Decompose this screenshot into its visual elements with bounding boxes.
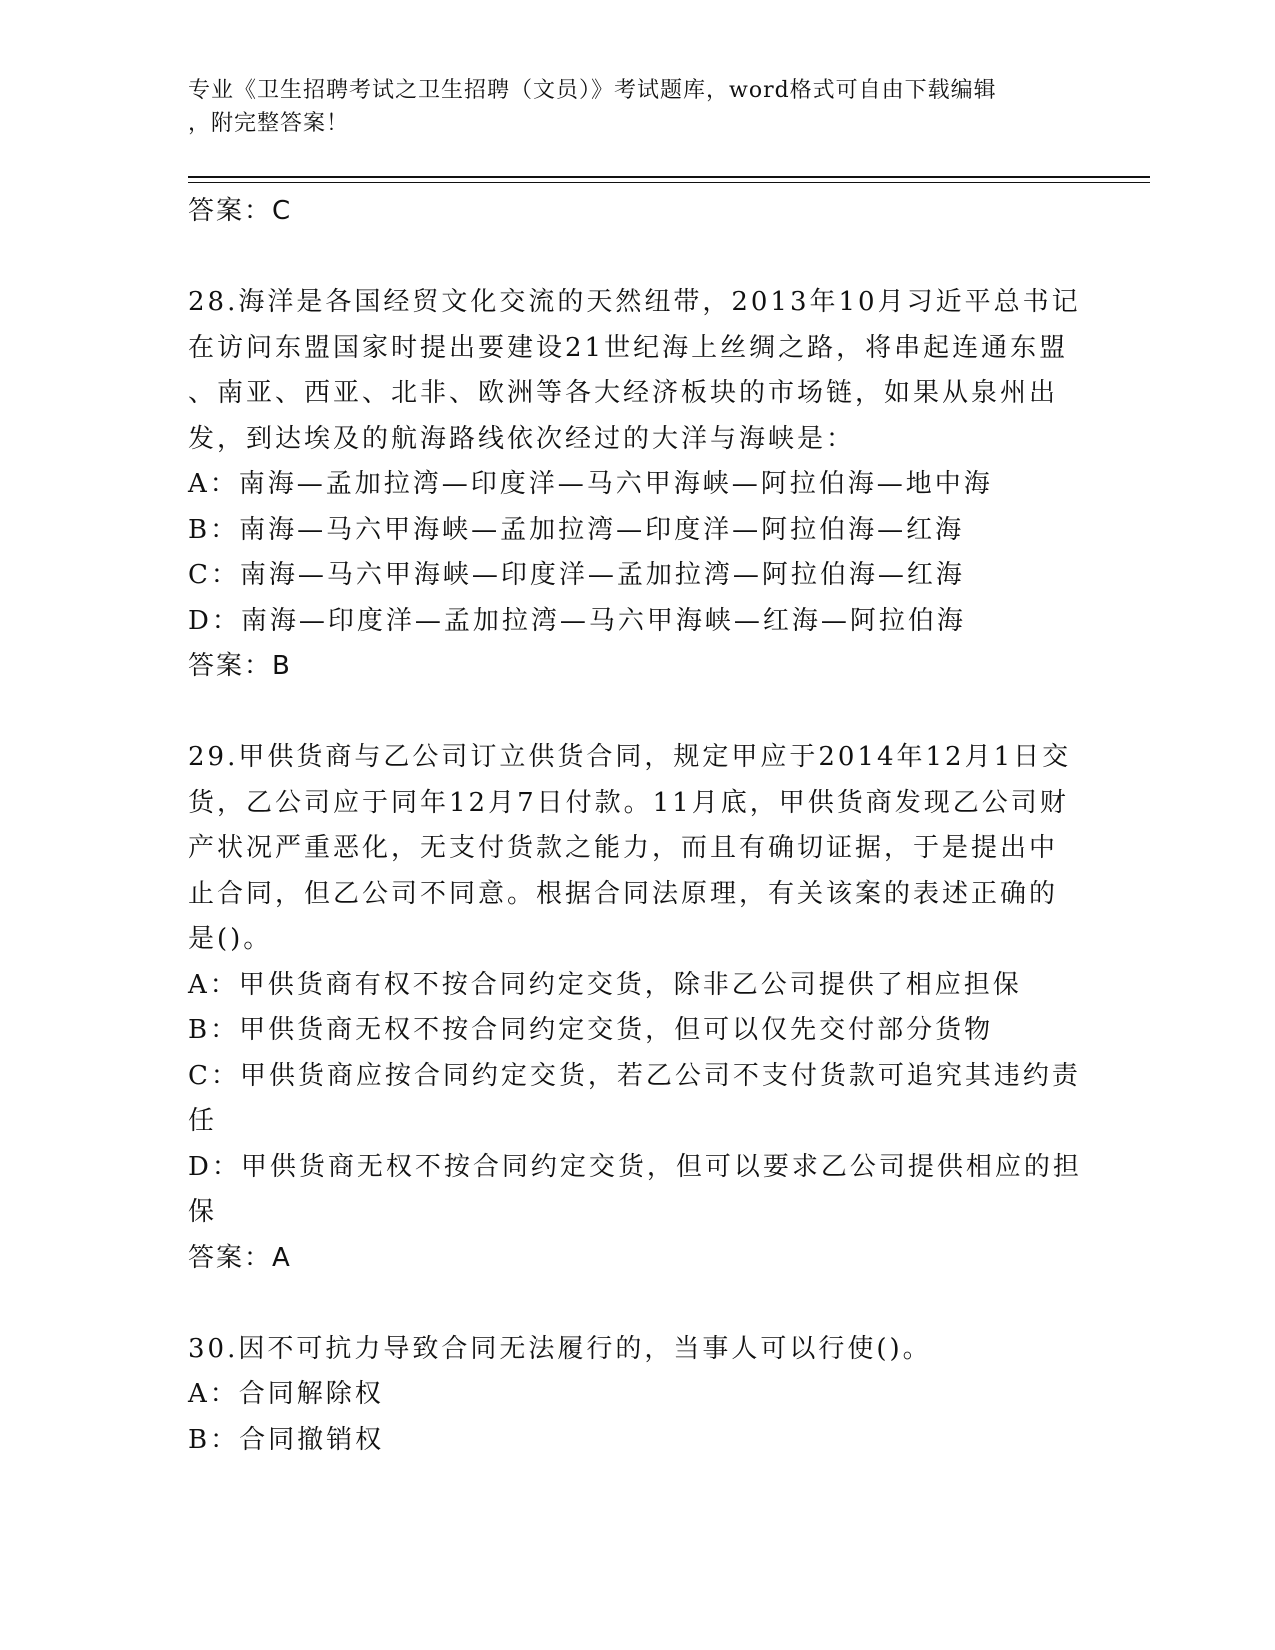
question-text-line: 是()。 [188,924,273,954]
question-text-line: 28.海洋是各国经贸文化交流的天然纽带，2013年10月习近平总书记 [188,287,1081,317]
page-header [188,74,1088,140]
spacer [188,1281,1068,1327]
option-b: B：合同撤销权 [188,1424,385,1455]
option-d: D：南海—印度洋—孟加拉湾—马六甲海峡—红海—阿拉伯海 [188,605,966,636]
question-text-line: 产状况严重恶化，无支付货款之能力，而且有确切证据，于是提出中 [188,833,1059,863]
option-c-continued: 任 [188,1106,218,1136]
question-28 [188,280,1081,690]
question-text-line: 止合同，但乙公司不同意。根据合同法原理，有关该案的表述正确的 [188,878,1059,909]
question-text-line: 30.因不可抗力导致合同无法履行的，当事人可以行使()。 [188,1333,932,1364]
option-b: B：甲供货商无权不按合同约定交货，但可以仅先交付部分货物 [188,1015,994,1045]
option-a: A：合同解除权 [188,1379,384,1409]
answer: 答案：B [188,651,292,681]
option-c: C：南海—马六甲海峡—印度洋—孟加拉湾—阿拉伯海—红海 [188,560,965,590]
spacer [188,235,1068,281]
question-29 [188,735,1082,1281]
previous-answer: 答案：C [188,196,293,226]
spacer [188,690,1068,736]
option-a: A：南海—孟加拉湾—印度洋—马六甲海峡—阿拉伯海—地中海 [188,469,993,499]
answer: 答案：A [188,1242,292,1273]
option-b: B：南海—马六甲海峡—孟加拉湾—印度洋—阿拉伯海—红海 [188,514,965,545]
header-divider [188,176,1150,178]
question-text-line: 货，乙公司应于同年12月7日付款。11月底，甲供货商发现乙公司财 [188,787,1069,818]
header-line-2: ，附完整答案！ [188,111,350,136]
option-a: A：甲供货商有权不按合同约定交货，除非乙公司提供了相应担保 [188,969,1022,1000]
header-divider-thin [188,182,1150,183]
header-line-1: 专业《卫生招聘考试之卫生招聘（文员）》考试题库，word格式可自由下载编辑 [188,78,997,103]
question-text-line: 、南亚、西亚、北非、欧洲等各大经济板块的市场链，如果从泉州出 [188,378,1059,408]
question-text-line: 在访问东盟国家时提出要建设21世纪海上丝绸之路，将串起连通东盟 [188,332,1069,363]
question-text-line: 29.甲供货商与乙公司订立供货合同，规定甲应于2014年12月1日交 [188,742,1072,772]
option-c: C：甲供货商应按合同约定交货，若乙公司不支付货款可追究其违约责 [188,1060,1081,1091]
option-d: D：甲供货商无权不按合同约定交货，但可以要求乙公司提供相应的担 [188,1151,1082,1182]
question-30 [188,1327,1068,1464]
question-text-line: 发，到达埃及的航海路线依次经过的大洋与海峡是： [188,423,856,454]
option-d-continued: 保 [188,1197,218,1227]
question-list [188,189,1082,1463]
